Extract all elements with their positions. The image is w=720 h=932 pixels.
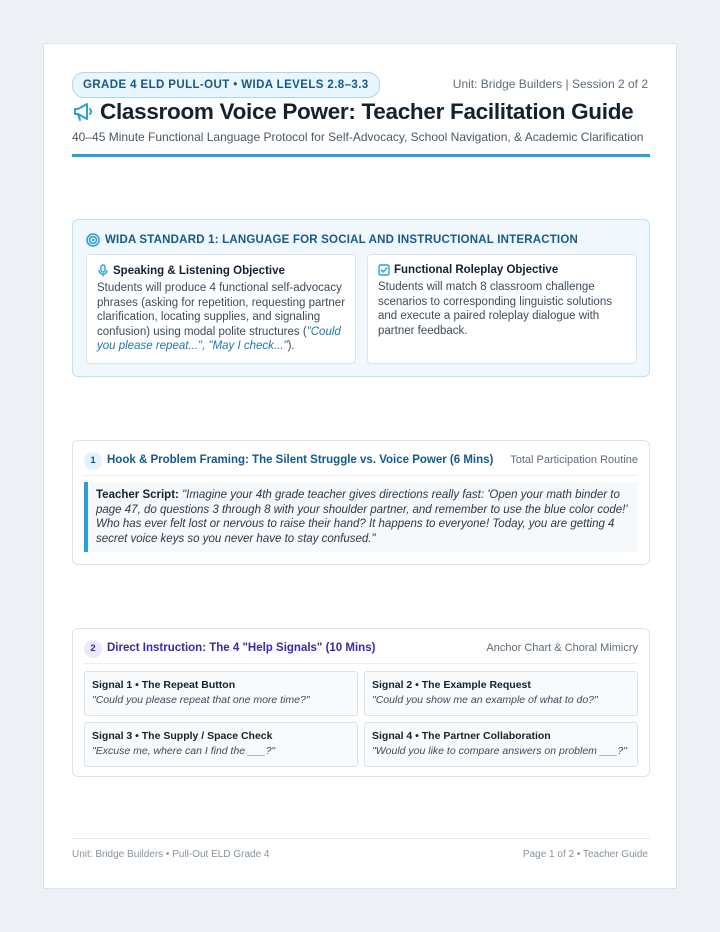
footer-divider <box>72 838 650 839</box>
signal-title: Signal 3 • The Supply / Space Check <box>92 730 273 742</box>
signal-phrase: "Could you please repeat that one more time?" <box>92 694 310 706</box>
help-signal-card <box>364 722 638 767</box>
step-1-number-badge: 1 <box>84 452 102 470</box>
step-2-card <box>72 628 650 777</box>
unit-session-label: Unit: Bridge Builders | Session 2 of 2 <box>452 77 648 91</box>
help-signal-card <box>84 671 358 716</box>
teacher-script-label: Teacher Script: <box>96 489 179 501</box>
step-1-divider <box>84 475 638 476</box>
signal-phrase: "Could you show me an example of what to do?" <box>372 694 598 706</box>
help-signal-card <box>364 671 638 716</box>
teacher-script-block <box>84 482 638 552</box>
step-2-title: Direct Instruction: The 4 "Help Signals" (10 Mins) <box>107 642 376 654</box>
roleplay-objective-title-row <box>378 264 627 276</box>
speaking-objective-title-row <box>97 264 346 277</box>
step-1-routine: Total Participation Routine <box>510 454 638 466</box>
title-row <box>72 99 633 125</box>
wida-heading-row <box>86 233 578 247</box>
footer-unit-label: Unit: Bridge Builders • Pull-Out ELD Grade 4 <box>72 849 270 860</box>
speaking-objective-tail: ). <box>287 340 295 352</box>
microphone-icon <box>97 264 109 277</box>
step-2-number-badge: 2 <box>84 640 102 658</box>
megaphone-icon <box>72 102 94 122</box>
wida-standard-panel <box>72 219 650 377</box>
speaking-objective-card <box>86 254 356 364</box>
signal-title: Signal 2 • The Example Request <box>372 679 531 691</box>
signal-phrase: "Would you like to compare answers on problem ___?" <box>372 745 627 757</box>
speaking-objective-text <box>97 281 346 354</box>
grade-badge: GRADE 4 ELD PULL-OUT • WIDA LEVELS 2.8–3.3 <box>72 72 380 98</box>
signal-phrase: "Excuse me, where can I find the ___?" <box>92 745 276 757</box>
step-1-title: Hook & Problem Framing: The Silent Struggle vs. Voice Power (6 Mins) <box>107 454 494 466</box>
step-2-divider <box>84 663 638 664</box>
wida-heading: WIDA STANDARD 1: LANGUAGE FOR SOCIAL AND INSTRUCTIONAL INTERACTION <box>105 234 578 246</box>
checkbox-icon <box>378 264 390 276</box>
roleplay-objective-title: Functional Roleplay Objective <box>394 264 559 276</box>
step-1-card <box>72 440 650 565</box>
signal-title: Signal 1 • The Repeat Button <box>92 679 236 691</box>
page-subtitle: 40–45 Minute Functional Language Protocol for Self-Advocacy, School Navigation, & Academic Clarification <box>72 130 644 144</box>
guide-page <box>43 43 677 889</box>
title-divider <box>72 154 650 157</box>
speaking-objective-title: Speaking & Listening Objective <box>113 264 285 277</box>
page-title: Classroom Voice Power: Teacher Facilitation Guide <box>100 99 634 124</box>
modal-phrase-examples: "Could you please repeat...", "May I check..." <box>97 325 341 352</box>
roleplay-objective-card <box>367 254 637 364</box>
roleplay-objective-body: Students will match 8 classroom challenge scenarios to corresponding linguistic solutions and execute a paired roleplay dialogue with partner feedback. <box>378 281 612 337</box>
step-2-routine: Anchor Chart & Choral Mimicry <box>486 642 638 654</box>
speaking-objective-body: Students will produce 4 functional self-advocacy phrases (asking for repetition, requesting partner clarification, locating supplies, and signaling confusion) using modal polite structures ( <box>97 282 346 338</box>
teacher-script-text: "Imagine your 4th grade teacher gives directions really fast: 'Open your math binder to page 47, do questions 3 through 8 with your shoulder partner, and remember to use the blue color code!' Who has ever felt lost or nervous to raise their hand? It happens to everyone! Today, you are getting 4 secret voice keys so you never have to stay confused." <box>96 489 628 545</box>
help-signal-card <box>84 722 358 767</box>
signal-title: Signal 4 • The Partner Collaboration <box>372 730 551 742</box>
footer-page-number: Page 1 of 2 • Teacher Guide <box>522 849 648 860</box>
target-icon <box>86 233 100 247</box>
